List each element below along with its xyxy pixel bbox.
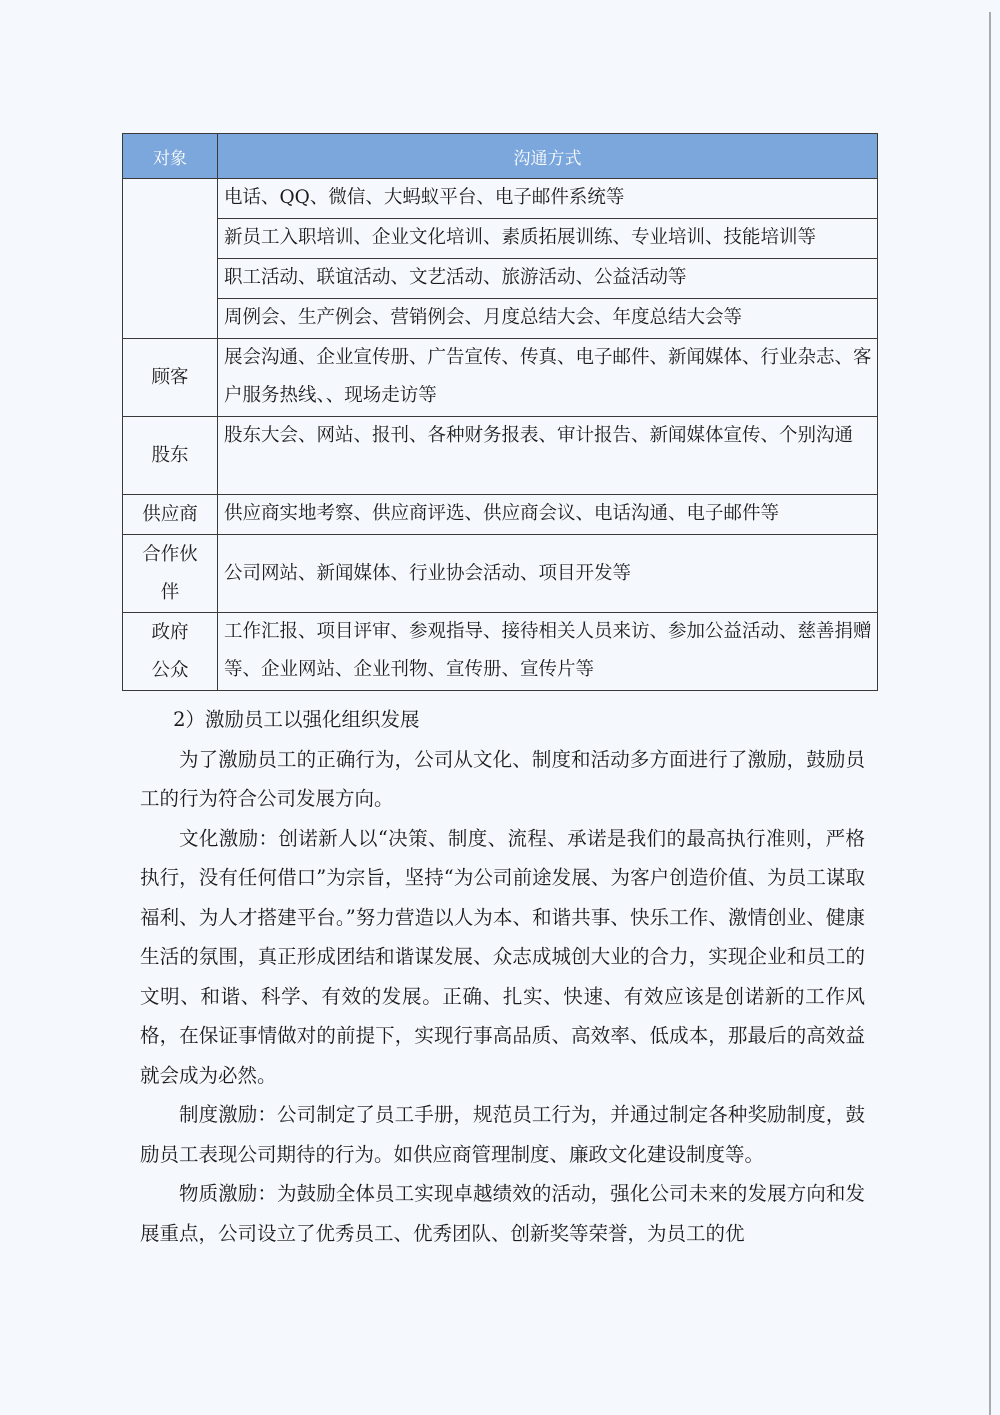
table-row [123,299,878,339]
object-cell-employees [123,179,218,339]
method-cell: 供应商实地考察、供应商评选、供应商会议、电话沟通、电子邮件等 [218,495,878,535]
table-row [123,259,878,299]
paragraph: 物质激励：为鼓励全体员工实现卓越绩效的活动，强化公司未来的发展方向和发展重点，公司设立了优秀员工、优秀团队、创新奖等荣誉，为员工的优 [140,1182,865,1245]
section-heading: 2）激励员工以强化组织发展 [173,708,420,731]
method-cell: 周例会、生产例会、营销例会、月度总结大会、年度总结大会等 [218,299,878,339]
paragraph: 为了激励员工的正确行为，公司从文化、制度和活动多方面进行了激励，鼓励员工的行为符合公司发展方向。 [140,747,865,810]
paragraph: 制度激励：公司制定了员工手册，规范员工行为，并通过制定各种奖励制度，鼓励员工表现公司期待的行为。如供应商管理制度、廉政文化建设制度等。 [140,1103,865,1166]
paragraph: 文化激励：创诺新人以“决策、制度、流程、承诺是我们的最高执行准则，严格执行，没有任何借口”为宗旨，坚持“为公司前途发展、为客户创造价值、为员工谋取福利、为人才搭建平台。”努力营造以人为本、和谐共事、快乐工作、激情创业、健康生活的氛围，真正形成团结和谐谋发展、众志成城创大业的合力，实现企业和员工的文明、和谐、科学、有效的发展。正确、扎实、快速、有效应该是创诺新的工作风格，在保证事情做对的前提下，实现行事高品质、高效率、低成本，那最后的高效益就会成为必然。 [140,826,865,1087]
method-cell: 电话、QQ、微信、大蚂蚁平台、电子邮件系统等 [218,179,878,219]
method-cell: 股东大会、网站、报刊、各种财务报表、审计报告、新闻媒体宣传、个别沟通 [218,417,878,495]
communication-table [122,133,878,691]
object-cell-customers: 顾客 [123,339,218,417]
header-method: 沟通方式 [218,134,878,179]
method-cell: 职工活动、联谊活动、文艺活动、旅游活动、公益活动等 [218,259,878,299]
table-row [123,613,878,691]
table-row [123,219,878,259]
object-cell-shareholders: 股东 [123,417,218,495]
scan-edge-line [989,12,991,1415]
table-row [123,417,878,495]
method-cell: 公司网站、新闻媒体、行业协会活动、项目开发等 [218,535,878,613]
table-row [123,179,878,219]
object-cell-partners: 合作伙伴 [123,535,218,613]
table-row [123,339,878,417]
object-cell-suppliers: 供应商 [123,495,218,535]
object-cell-government: 政府公众 [123,613,218,691]
method-cell: 新员工入职培训、企业文化培训、素质拓展训练、专业培训、技能培训等 [218,219,878,259]
body-content [140,700,865,1253]
header-object: 对象 [123,134,218,179]
table-header-row [123,134,878,179]
method-cell: 展会沟通、企业宣传册、广告宣传、传真、电子邮件、新闻媒体、行业杂志、客户服务热线、、现场走访等 [218,339,878,417]
table-row [123,535,878,613]
table-row [123,495,878,535]
method-cell: 工作汇报、项目评审、参观指导、接待相关人员来访、参加公益活动、慈善捐赠等、企业网站、企业刊物、宣传册、宣传片等 [218,613,878,691]
